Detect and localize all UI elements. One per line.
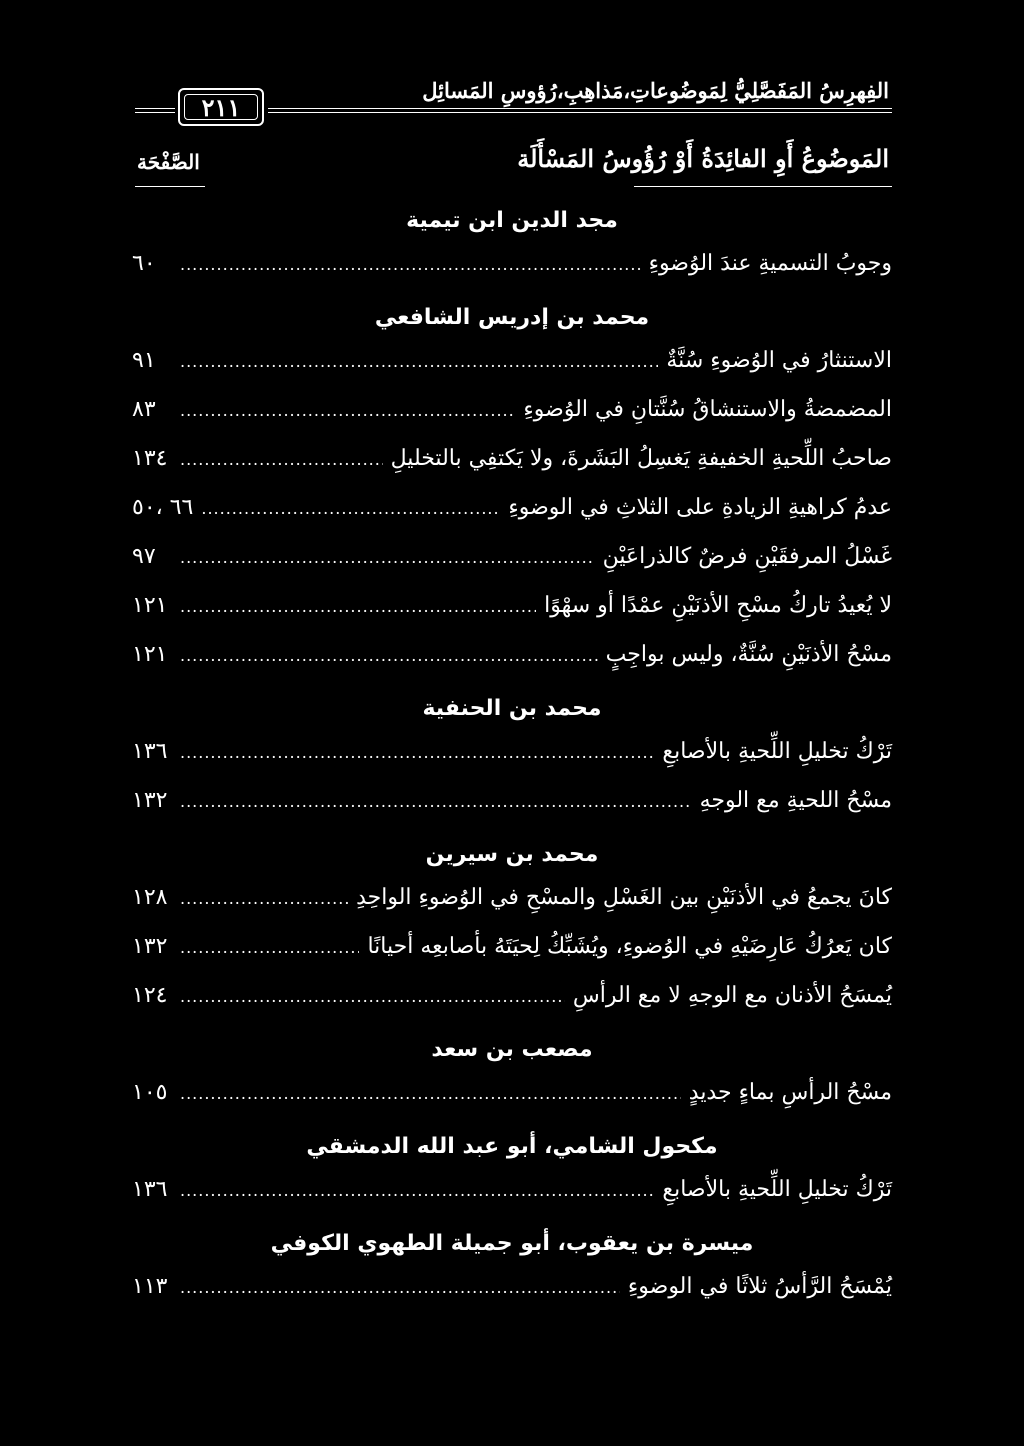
section — [132, 1034, 892, 1117]
dot-leader — [180, 923, 359, 972]
column-heading-topic: المَوضُوعُ أَوِ الفائِدَةُ أَوْ رُؤُوسُ المَسْأَلَة — [517, 144, 889, 173]
dot-leader — [180, 728, 654, 777]
running-title: الفِهرِسُ المَفَصَّلِيُّ لِمَوضُوعاتِ،مَذاهِبِ،رُؤوسِ المَسائِل — [422, 78, 889, 103]
entry-text: عدمُ كراهيةِ الزيادةِ على الثلاثِ في الوضوءِ — [508, 495, 892, 520]
section — [132, 839, 892, 1020]
entry-text: صاحبُ اللِّحيةِ الخفيفةِ يَغسِلُ البَشَرةَ، ولا يَكتفِي بالتخليلِ — [390, 446, 892, 471]
section-heading: مكحول الشامي، أبو عبد الله الدمشقي — [306, 1134, 718, 1159]
dot-leader — [180, 972, 565, 1021]
page-heading-underline — [135, 186, 205, 187]
index-entry — [132, 483, 892, 532]
header-rule-left — [135, 108, 175, 113]
entry-text: يُمْسَحُ الرَّأسُ ثلاثًا في الوضوءِ — [627, 1274, 892, 1299]
entry-page: ٦٠ — [132, 251, 156, 276]
entry-text: مسْحُ الأذنَيْنِ سُنَّةٌ، وليس بواجِبٍ — [605, 642, 892, 667]
dot-leader — [180, 1069, 681, 1118]
dot-leader — [180, 1263, 620, 1312]
index-entry — [132, 1262, 892, 1311]
entry-page: ١٢١ — [132, 593, 168, 618]
entry-text: الاستنثارُ في الوُضوءِ سُنَّةٌ — [666, 348, 892, 373]
entry-page: ١٣٢ — [132, 788, 168, 813]
index-entry — [132, 922, 892, 971]
section — [132, 1131, 892, 1214]
index-entry — [132, 776, 892, 825]
entry-page: ١٢٤ — [132, 983, 168, 1008]
dot-leader — [180, 582, 536, 631]
section-heading: محمد بن سيرين — [425, 842, 599, 867]
entry-text: تَرْكُ تخليلِ اللِّحيةِ بالأصابعِ — [662, 739, 892, 764]
entry-text: يُمسَحُ الأذنان مع الوجهِ لا مع الرأسِ — [572, 983, 892, 1008]
index-entry — [132, 385, 892, 434]
section-heading: محمد بن إدريس الشافعي — [374, 305, 650, 330]
index-entry — [132, 434, 892, 483]
entry-page: ١٢٨ — [132, 885, 168, 910]
entry-text: لا يُعيدُ تاركُ مسْحِ الأذنَيْنِ عمْدًا أو سهْوًا — [544, 593, 892, 618]
section-heading: ميسرة بن يعقوب، أبو جميلة الطهوي الكوفي — [270, 1231, 754, 1256]
index-content — [132, 205, 892, 1311]
entry-text: مسْحُ اللحيةِ مع الوجهِ — [699, 788, 892, 813]
entry-page: ٩٧ — [132, 544, 156, 569]
section — [132, 205, 892, 288]
dot-leader — [180, 1166, 654, 1215]
dot-leader — [180, 777, 692, 826]
entry-page: ١٣٦ — [132, 1177, 168, 1202]
dot-leader — [180, 435, 383, 484]
index-entry — [132, 581, 892, 630]
column-heading-page: الصَّفْحَة — [137, 150, 200, 174]
section-heading: مجد الدين ابن تيمية — [406, 208, 618, 233]
dot-leader — [180, 337, 658, 386]
dot-leader — [180, 240, 641, 289]
entry-page: ٦٦ ،٥٠ — [132, 495, 194, 520]
index-entry — [132, 727, 892, 776]
index-entry — [132, 630, 892, 679]
index-entry — [132, 1165, 892, 1214]
topic-heading-underline — [634, 186, 892, 187]
page-number-frame — [178, 88, 264, 126]
entry-text: وجوبُ التسميةِ عندَ الوُضوءِ — [648, 251, 892, 276]
entry-text: تَرْكُ تخليلِ اللِّحيةِ بالأصابعِ — [662, 1177, 892, 1202]
entry-text: المضمضةُ والاستنشاقُ سُنَّتانِ في الوُضوءِ — [523, 397, 892, 422]
entry-page: ١٣٦ — [132, 739, 168, 764]
entry-page: ١٣٢ — [132, 934, 168, 959]
section — [132, 1228, 892, 1311]
entry-text: غَسْلُ المرفقَيْنِ فرضٌ كالذراعَيْنِ — [602, 544, 892, 569]
index-entry — [132, 239, 892, 288]
entry-page: ١١٣ — [132, 1274, 168, 1299]
dot-leader — [180, 533, 595, 582]
section-heading: مصعب بن سعد — [431, 1037, 593, 1062]
entry-page: ١٣٤ — [132, 446, 168, 471]
index-entry — [132, 336, 892, 385]
section — [132, 302, 892, 679]
index-entry — [132, 1068, 892, 1117]
entry-page: ٨٣ — [132, 397, 156, 422]
entry-text: كانَ يجمعُ في الأذنَيْنِ بين الغَسْلِ والمسْحِ في الوُضوءِ الواحِدِ — [356, 885, 892, 910]
index-entry — [132, 532, 892, 581]
dot-leader — [180, 631, 598, 680]
index-entry — [132, 971, 892, 1020]
entry-text: كان يَعرُكُ عَارِضَيْهِ في الوُضوءِ، ويُشَبِّكُ لِحيَتَهُ بأصابعِه أحيانًا — [367, 934, 892, 959]
section-heading: محمد بن الحنفية — [422, 696, 602, 721]
header-rule-right — [268, 108, 892, 113]
section — [132, 693, 892, 825]
dot-leader — [180, 874, 348, 923]
dot-leader — [180, 386, 515, 435]
entry-page: ١٠٥ — [132, 1080, 168, 1105]
index-entry — [132, 873, 892, 922]
dot-leader — [201, 484, 500, 533]
entry-page: ٩١ — [132, 348, 156, 373]
entry-page: ١٢١ — [132, 642, 168, 667]
entry-text: مسْحُ الرأسِ بماءٍ جديدٍ — [688, 1080, 892, 1105]
page-number: ٢١١ — [184, 94, 258, 120]
